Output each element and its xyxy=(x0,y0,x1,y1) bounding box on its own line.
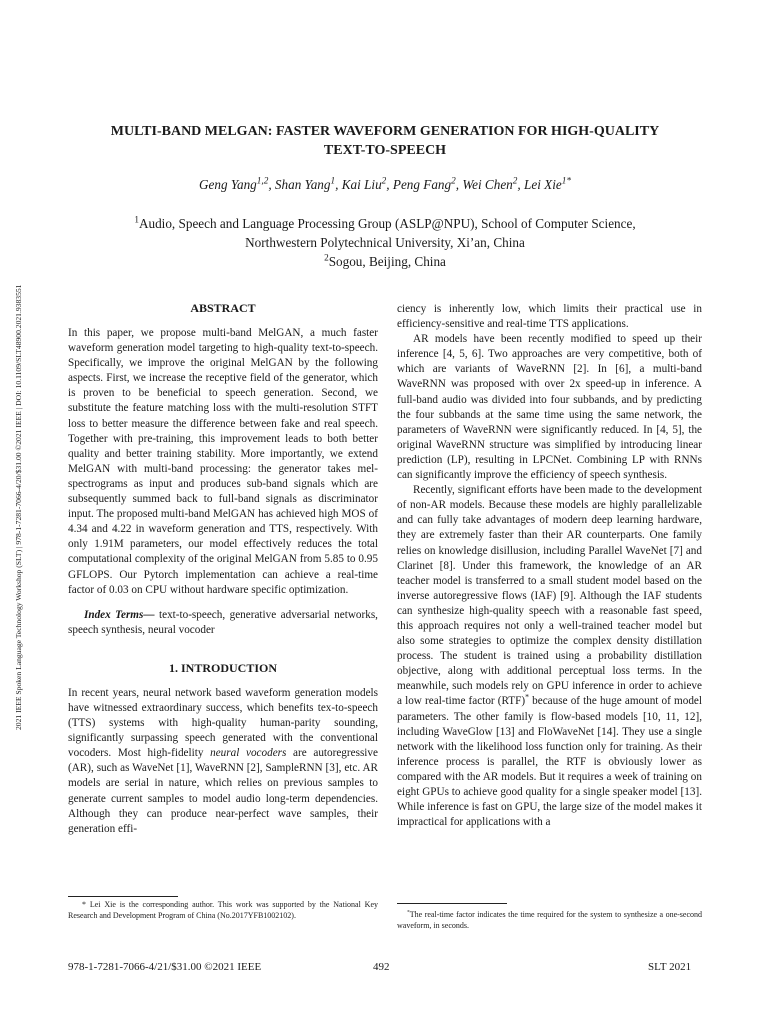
intro-paragraph-ar-models: AR models have been recently modified to speed up their inference [4, 5, 6]. Two approaches are very competitive, both of which are variants of WaveRNN [2]. In [6], a multi-band WaveRNN was proposed with over 2x speed-up in inference. A full-band audio was divided into four subbands, and by predicting the four subbands at the same time using the same network, the parameters of WaveRNN were significantly reduced. In [4, 5], the original WaveRNN structure was simplified by introducing linear prediction (LP), resulting in LPCNet. Combining LP with RNNs can significantly improve the efficiency of speech synthesis. xyxy=(397,333,702,482)
author: Kai Liu$^2$, xyxy=(341,175,393,192)
author-list xyxy=(70,176,700,194)
affiliation-1: $^1$Audio, Speech and Language Processing Group (ASLP@NPU), School of Computer Science, xyxy=(134,214,636,231)
author: Geng Yang$^{1,2}$, xyxy=(199,175,275,192)
doi-sidebar xyxy=(14,210,28,740)
index-terms xyxy=(68,608,378,638)
footnote-corresponding-author: * Lei Xie is the corresponding author. This work was supported by the National Key Research and Development Program of China (No.2017YFB1002102). xyxy=(68,900,378,920)
page-number: 492 xyxy=(373,961,390,973)
title-line-1: MULTI-BAND MELGAN: FASTER WAVEFORM GENERATION FOR HIGH-QUALITY xyxy=(110,124,660,139)
author: Peng Fang$^2$, xyxy=(392,175,463,192)
footer-conference: SLT 2021 xyxy=(648,961,692,973)
right-column xyxy=(397,302,702,830)
footer-copyright: 978-1-7281-7066-4/21/$31.00 ©2021 IEEE xyxy=(68,961,262,973)
affiliation-2: $^2$Sogou, Beijing, China xyxy=(324,252,446,269)
affiliations xyxy=(70,214,700,271)
paper-title xyxy=(70,122,700,160)
footnote-divider-right xyxy=(397,903,507,904)
affiliation-1-line-2: Northwestern Polytechnical University, Xi’an, China xyxy=(245,235,525,250)
index-terms-text: text-to-speech, generative adversarial networks, speech synthesis, neural vocoder xyxy=(68,608,378,636)
left-column xyxy=(68,300,378,837)
abstract-heading: ABSTRACT xyxy=(190,301,256,315)
author: Shan Yang$^1$, xyxy=(274,175,342,192)
doi-sidebar-text: 2021 IEEE Spoken Language Technology Workshop (SLT) | 978-1-7281-7066-4/20/$31.00 ©2021 IEEE | DOI: 10.1109/SLT48900.2021.9383551 xyxy=(14,284,23,730)
intro-paragraph-continued: ciency is inherently low, which limits their practical use in efficiency-sensitive and real-time TTS applications. xyxy=(397,303,702,331)
abstract-text: In this paper, we propose multi-band MelGAN, a much faster waveform generation model targeting to high-quality text-to-speech. Specifically, we improve the original MelGAN by the following aspects. First, we increase the receptive field of the generator, which is proven to be beneficial to speech generation. Second, we substitute the feature matching loss with the multi-resolution STFT loss to better measure the difference between fake and real speech. Together with pre-training, this improvement leads to both better quality and better training stability. More importantly, we extend MelGAN with multi-band processing: the generator takes mel-spectrograms as input and produces sub-band signals which are subsequently summed back to full-band signals as discriminator input. The proposed multi-band MelGAN has achieved high MOS of 4.34 and 4.22 in waveform generation and TTS, respectively. With only 1.91M parameters, our model effectively reduces the total computational complexity of the original MelGAN from 5.85 to 0.95 GFLOPS. Our Pytorch implementation can achieve a real-time factor of 0.03 on CPU without hardware specific optimization. xyxy=(68,327,378,596)
author: Wei Chen$^2$, xyxy=(462,175,524,192)
intro-paragraph-non-ar-models: Recently, significant efforts have been made to the development of non-AR models. Because these models are highly parallelizable and can fully take advantages of modern deep learning hardware, they are extremely faster than their AR counterparts. One family relies on knowledge disillusion, including Parallel WaveNet [7] and Clarinet [8]. Under this framework, the knowledge of an AR teacher model is transferred to a small student model based on the inverse autoregressive flows (IAF) [9]. Although the IAF students can synthesize high-quality speech with a reasonable fast speed, this approach requires not only a well-trained teacher model but also some strategies to optimize the complex density distillation process. The student is trained using a probability distillation objective, along with additional perceptual loss terms. In the meanwhile, such models rely on GPU inference in order to achieve a low real-time factor (RTF)* because of the huge amount of model parameters. The other family is flow-based models [10, 11, 12], including WaveGlow [13] and FloWaveNet [14]. They use a single network with the likelihood loss function only for training. As their inference process is parallel, the RTF is obviously lower as compared with the AR models. But it requires a week of training on eight GPUs to achieve good quality for a single speaker model [13]. While inference is fast on GPU, the large size of the model makes it impractical for applications with a xyxy=(397,484,702,829)
footnote-rtf: *The real-time factor indicates the time required for the system to synthesize a one-second waveform, in seconds. xyxy=(397,909,702,930)
introduction-paragraph: In recent years, neural network based waveform generation models have witnessed extraordinary success, which benefits tex-to-speech (TTS) systems with high-quality human-parity sounding, significantly surpassing speech generated with the conventional vocoders. Most high-fidelity neural vocoders are autoregressive (AR), such as WaveNet [1], WaveRNN [2], SampleRNN [3], etc. AR models are serial in nature, which relies on previous samples to generate current samples to model audio long-term dependencies. Although they can produce near-perfect wave samples, their generation effi- xyxy=(68,686,378,835)
footnote-divider-left xyxy=(68,896,178,897)
author: Lei Xie$^{1*}$ xyxy=(524,175,571,192)
introduction-heading: 1. INTRODUCTION xyxy=(168,660,277,675)
title-line-2: TEXT-TO-SPEECH xyxy=(323,143,447,158)
index-terms-label: Index Terms— xyxy=(84,608,155,621)
